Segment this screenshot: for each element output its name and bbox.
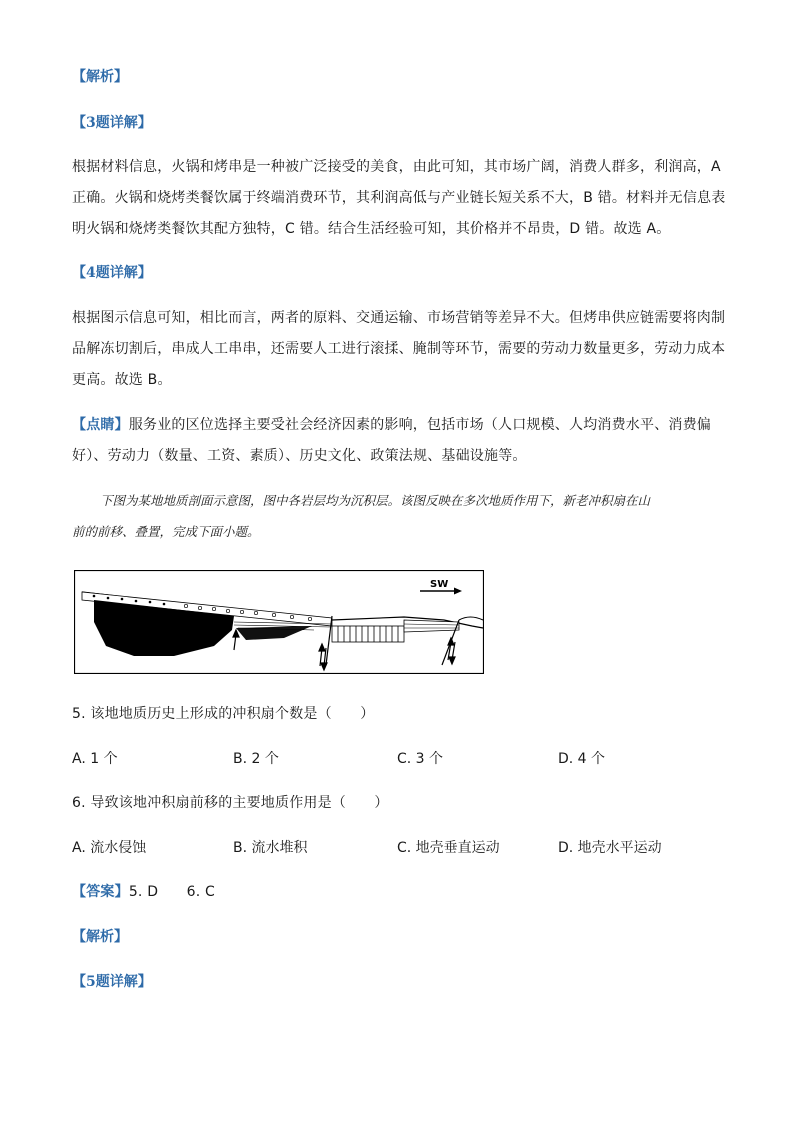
q5-option-d[interactable]: D. 4 个 xyxy=(558,751,606,767)
tip-line xyxy=(72,415,711,435)
q3-text-line: 明火锅和烧烤类餐饮其配方独特，C 错。结合生活经验可知，其价格并不昂贵，D 错。故选 A。 xyxy=(72,221,671,237)
q5-heading: 【5题详解】 xyxy=(72,974,152,990)
q6-option-a[interactable]: A. 流水侵蚀 xyxy=(72,840,147,856)
q4-text-line: 品解冻切割后，串成人工串串，还需要人工进行滚揉、腌制等环节，需要的劳动力数量更多，劳动力成本 xyxy=(72,341,726,357)
q5-option-b[interactable]: B. 2 个 xyxy=(233,751,279,767)
q5-option-a[interactable]: A. 1 个 xyxy=(72,751,118,767)
answer-line xyxy=(72,882,215,902)
tip-text-line: 好）、劳动力（数量、工资、素质）、历史文化、政策法规、基础设施等。 xyxy=(72,448,527,464)
q6-option-b[interactable]: B. 流水堆积 xyxy=(233,840,308,856)
geological-section-figure xyxy=(74,570,484,674)
tip-text: 服务业的区位选择主要受社会经济因素的影响，包括市场（人口规模、人均消费水平、消费偏 xyxy=(128,417,712,433)
answer-text: 5. D 6. C xyxy=(128,884,215,900)
answer-label: 【答案】 xyxy=(72,884,129,900)
q5-option-c[interactable]: C. 3 个 xyxy=(397,751,444,767)
q4-heading: 【4题详解】 xyxy=(72,265,152,281)
q3-heading: 【3题详解】 xyxy=(72,115,152,131)
upper-stripe-layer xyxy=(404,620,459,632)
tip-label: 【点睛】 xyxy=(72,417,129,433)
q5-stem: 5. 该地地质历史上形成的冲积扇个数是（ ） xyxy=(72,706,375,722)
intro-text-line: 前的前移、叠置，完成下面小题。 xyxy=(72,524,260,539)
q4-text-line: 根据图示信息可知，相比而言，两者的原料、交通运输、市场营销等差异不大。但烤串供应链需要将肉制 xyxy=(72,310,726,326)
q4-text-line: 更高。故选 B。 xyxy=(72,372,172,388)
q6-stem: 6. 导致该地冲积扇前移的主要地质作用是（ ） xyxy=(72,795,389,811)
q6-option-c[interactable]: C. 地壳垂直运动 xyxy=(397,840,500,856)
analysis-heading: 【解析】 xyxy=(72,69,128,85)
direction-label: SW xyxy=(430,579,449,590)
q3-text-line: 正确。火锅和烧烤类餐饮属于终端消费环节，其利润高低与产业链长短关系不大，B 错。材料并无信息表 xyxy=(72,190,726,206)
q6-option-d[interactable]: D. 地壳水平运动 xyxy=(558,840,662,856)
intro-text-line: 下图为某地地质剖面示意图，图中各岩层均为沉积层。该图反映在多次地质作用下，新老冲积扇在山 xyxy=(100,493,651,508)
q3-text-line: 根据材料信息，火锅和烤串是一种被广泛接受的美食，由此可知，其市场广阔，消费人群多，利润高，A xyxy=(72,159,721,175)
analysis-heading-2: 【解析】 xyxy=(72,929,128,945)
